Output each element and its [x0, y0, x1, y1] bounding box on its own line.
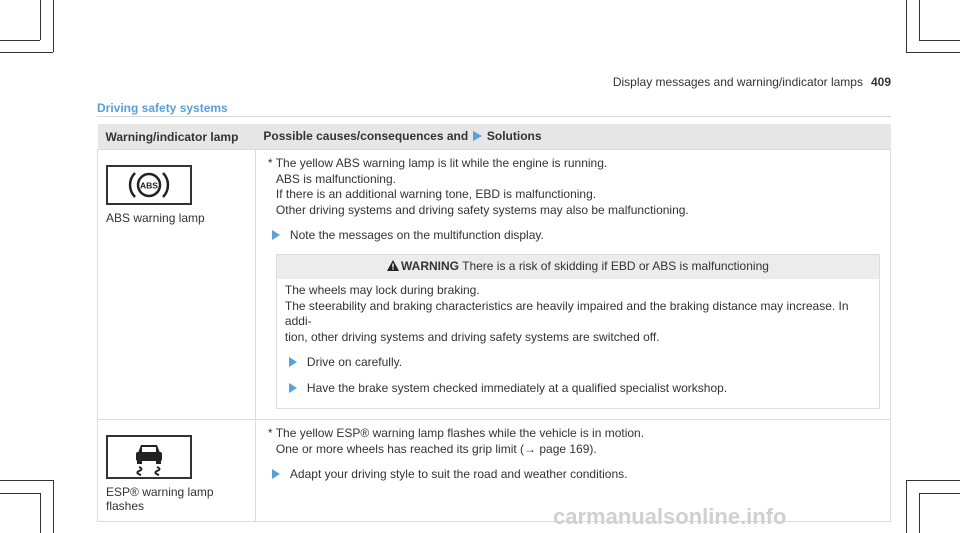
description-line: * The yellow ABS warning lamp is lit while the engine is running.: [267, 156, 608, 170]
description-cell: [255, 150, 890, 420]
crop-mark: [919, 493, 920, 533]
watermark: carmanualsonline.info: [553, 504, 787, 529]
crop-mark: [40, 0, 41, 40]
page-number: 409: [870, 75, 891, 89]
warning-box: [276, 254, 880, 410]
play-arrow-icon: [289, 383, 297, 393]
crop-mark: [906, 480, 960, 481]
crop-mark: [40, 493, 41, 533]
action-step: [290, 467, 880, 483]
action-text: Adapt your driving style to suit the road and weather conditions.: [289, 467, 628, 481]
crop-mark: [919, 40, 960, 41]
description-line: If there is an additional warning tone, EBD is malfunctioning.: [275, 187, 597, 201]
crop-mark: [0, 480, 53, 481]
warning-line: The steerability and braking characteristics are heavily impaired and the braking distance may increase. In addi-: [284, 298, 849, 328]
warning-line: The wheels may lock during braking.: [284, 283, 480, 297]
crop-mark: [906, 0, 907, 52]
crop-mark: [906, 52, 960, 53]
crop-mark: [919, 493, 960, 494]
play-arrow-icon: [472, 130, 482, 144]
play-arrow-icon: [289, 357, 297, 367]
column-header-solutions-text: Solutions: [486, 129, 542, 143]
lamp-label: ABS warning lamp: [106, 211, 205, 225]
column-header-causes: [255, 124, 890, 150]
table-header-row: [98, 124, 891, 150]
section-divider: [97, 116, 891, 117]
lamp-table: [97, 124, 891, 522]
crop-mark: [906, 480, 907, 533]
play-arrow-icon: [272, 230, 280, 240]
action-text: Drive on carefully.: [306, 355, 403, 369]
table-row: [98, 150, 891, 420]
section-title: Driving safety systems: [97, 101, 228, 115]
crop-mark: [0, 52, 53, 53]
header-title: Display messages and warning/indicator lamps: [612, 75, 863, 89]
warning-line: tion, other driving systems and driving safety systems are switched off.: [284, 329, 660, 344]
play-arrow-icon: [272, 469, 280, 479]
column-header-lamp: Warning/indicator lamp: [98, 124, 256, 150]
warning-label: WARNING: [401, 258, 459, 273]
crop-mark: [919, 0, 920, 40]
description-line: * The yellow ESP® warning lamp flashes while the vehicle is in motion.: [267, 426, 645, 440]
warning-title: There is a risk of skidding if EBD or ABS is malfunctioning: [462, 258, 769, 273]
description-line: One or more wheels has reached its grip limit (→ page 169).: [275, 441, 597, 456]
warning-body: [277, 279, 879, 408]
warning-header: [277, 255, 879, 280]
crop-mark: [0, 40, 40, 41]
action-step: [290, 228, 880, 244]
warning-triangle-icon: [387, 260, 399, 276]
description-line: Other driving systems and driving safety systems may also be malfunctioning.: [275, 202, 689, 217]
column-header-causes-text: Possible causes/consequences and: [263, 129, 469, 143]
crop-mark: [53, 480, 54, 533]
action-step: [307, 355, 871, 371]
crop-mark: [0, 493, 40, 494]
running-header: [613, 75, 891, 89]
esp-skidding-car-icon: [106, 435, 192, 479]
action-text: Note the messages on the multifunction display.: [289, 228, 544, 242]
svg-text:ABS: ABS: [140, 180, 158, 191]
lamp-label: ESP® warning lamp flashes: [106, 485, 214, 513]
lamp-cell: [98, 150, 256, 420]
action-text: Have the brake system checked immediately at a qualified specialist workshop.: [306, 380, 728, 395]
description-line: ABS is malfunctioning.: [275, 171, 396, 186]
lamp-cell: [98, 420, 256, 522]
crop-mark: [53, 0, 54, 52]
abs-lamp-icon: [106, 165, 192, 205]
action-step: [307, 381, 871, 397]
